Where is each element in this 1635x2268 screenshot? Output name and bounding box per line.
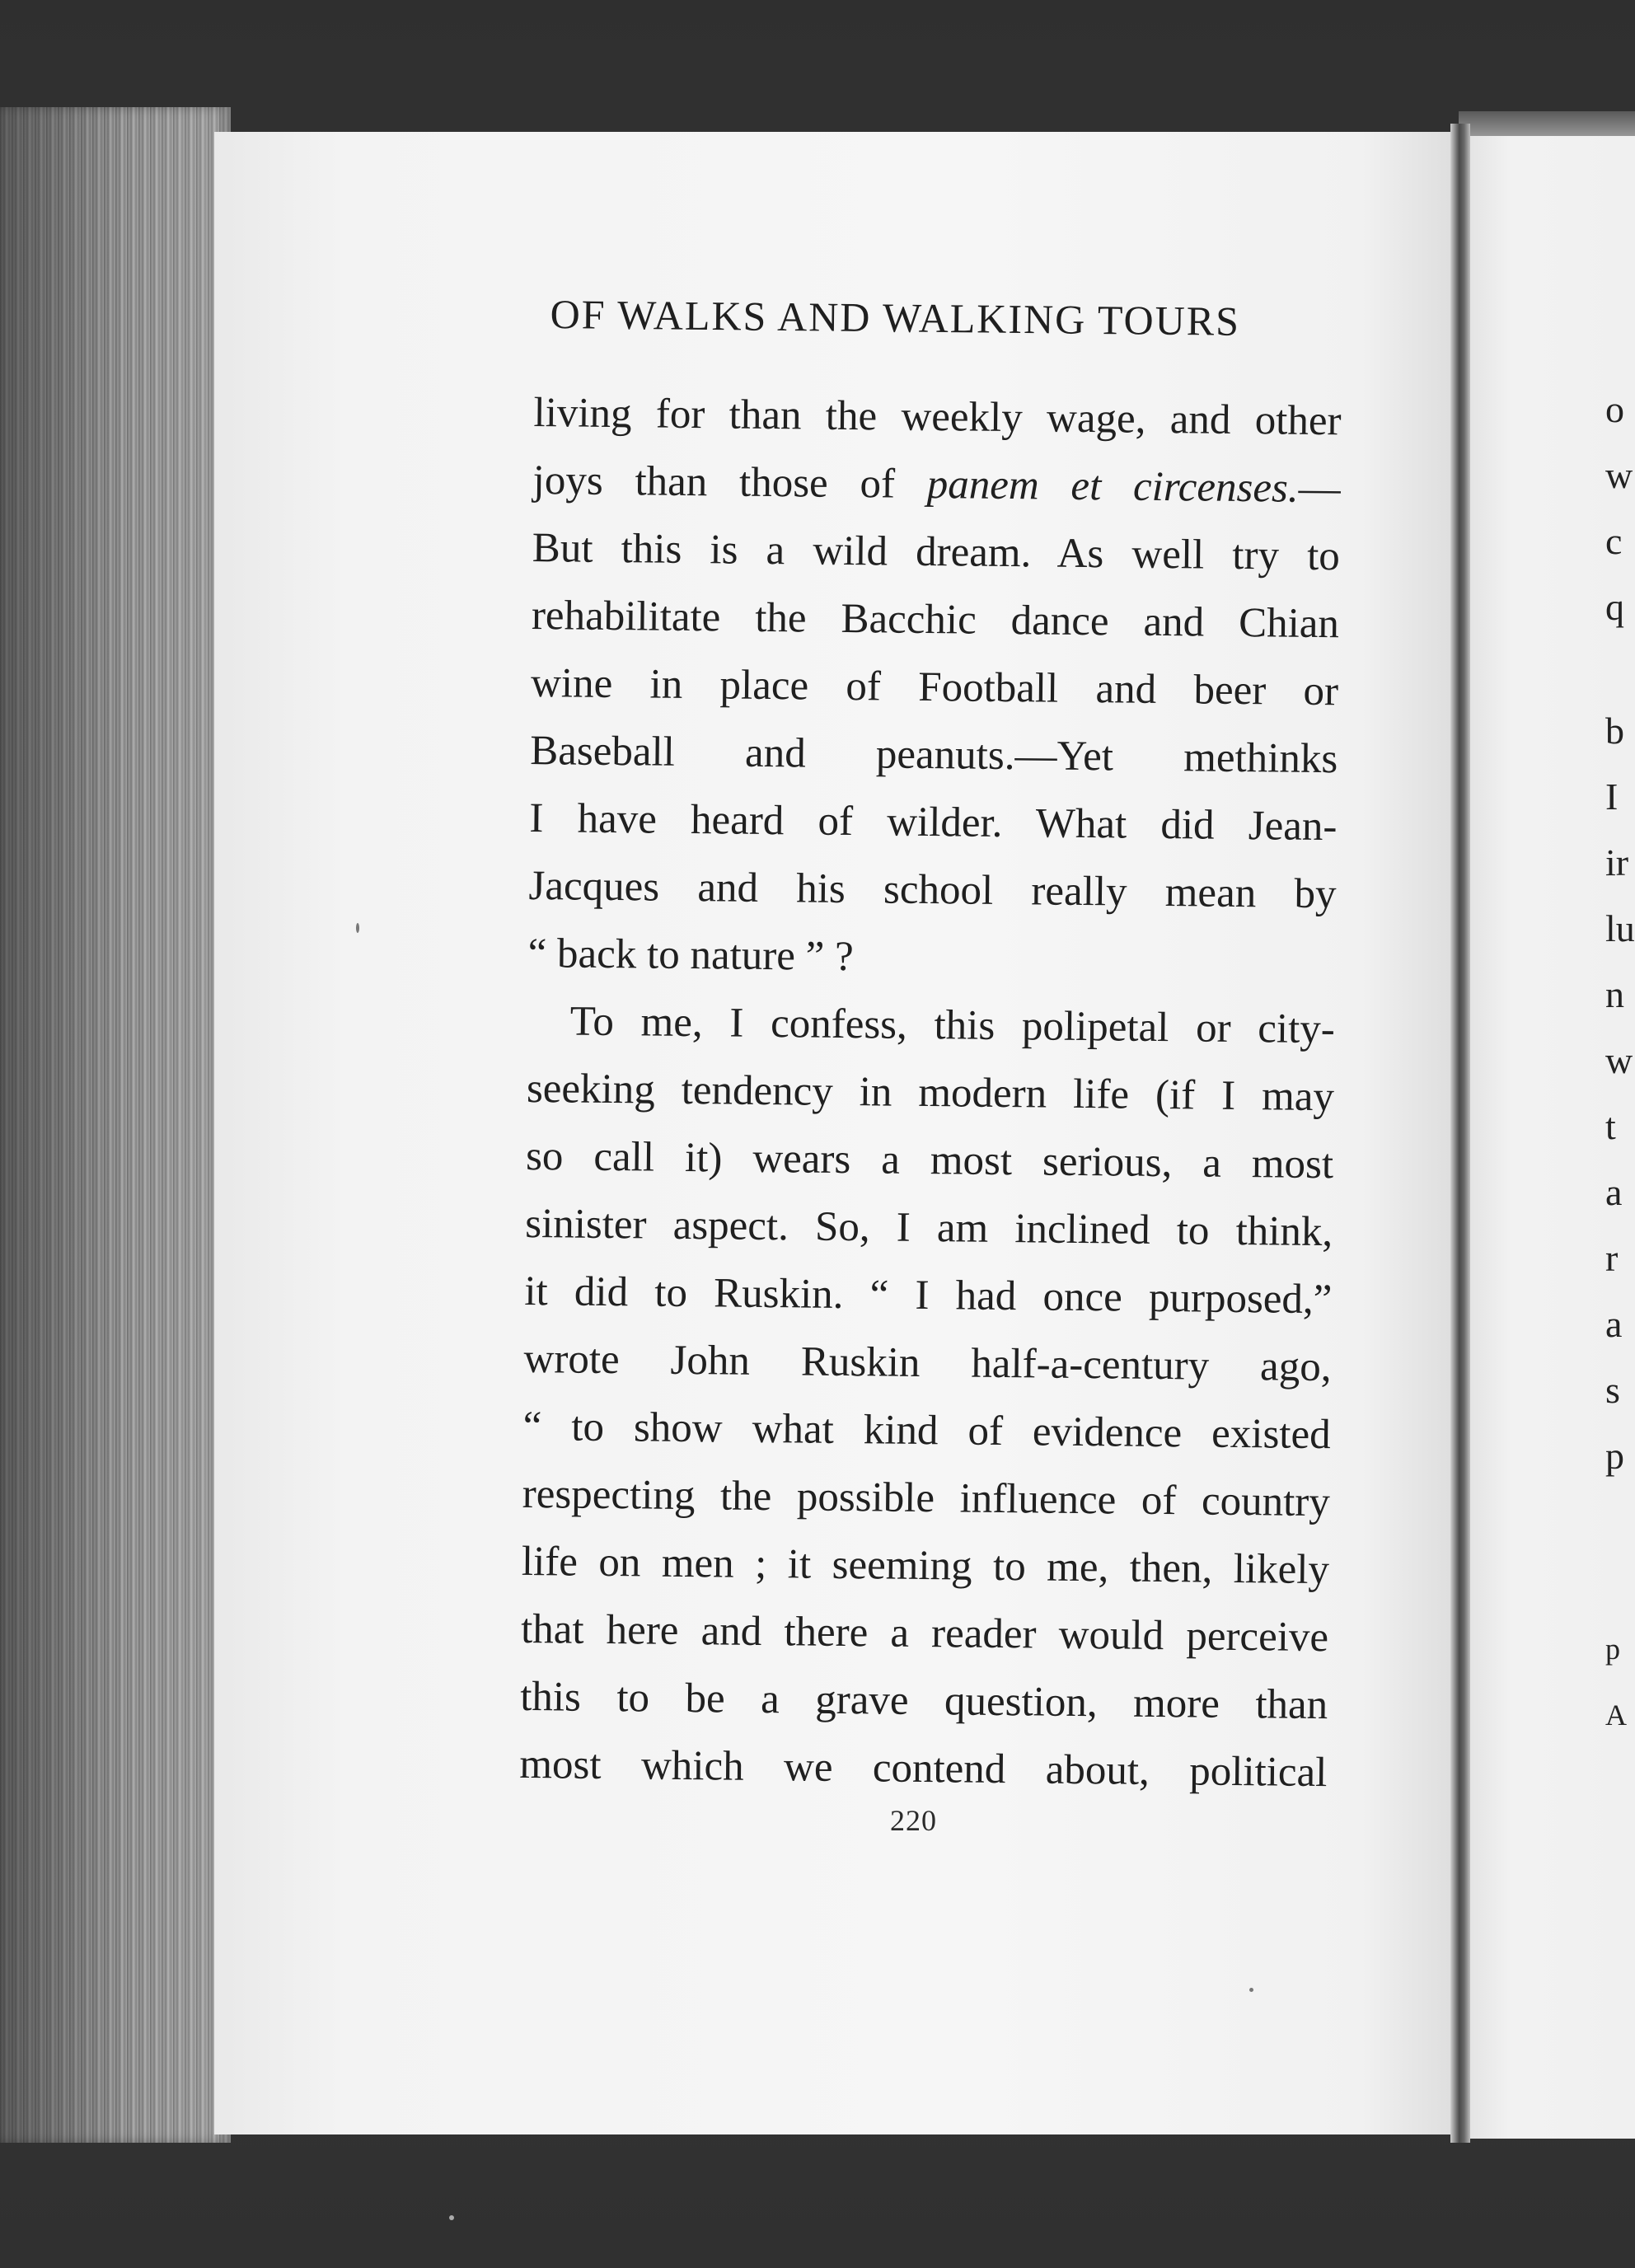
- text-line: [531, 649, 1339, 725]
- text-segment: —: [1298, 465, 1341, 513]
- facing-page-fragment: o: [1605, 388, 1624, 430]
- text-segment: “ to show what kind of evidence existed: [522, 1403, 1331, 1459]
- text-segment: “ back to nature ” ?: [527, 930, 855, 981]
- text-line: [525, 1190, 1333, 1266]
- facing-page-fragment: ir: [1605, 841, 1629, 883]
- text-line: [528, 852, 1337, 928]
- text-line: [532, 514, 1340, 590]
- facing-page-fragment: a: [1605, 1303, 1623, 1345]
- facing-page-fragment: w: [1605, 1039, 1633, 1081]
- text-segment: living for than the weekly wage, and other: [533, 389, 1342, 445]
- body-text: [519, 379, 1342, 1806]
- text-line: [519, 1731, 1328, 1806]
- text-line: [522, 1528, 1330, 1604]
- facing-page-fragment: r: [1605, 1237, 1619, 1279]
- text-segment: life on men ; it seeming to me, then, likely: [521, 1538, 1330, 1594]
- facing-page-fragment: q: [1605, 586, 1624, 628]
- text-line: [533, 379, 1342, 455]
- facing-page-fragment: a: [1605, 1171, 1623, 1213]
- text-line: [529, 785, 1338, 860]
- text-segment: sinister aspect. So, I am inclined to think,: [524, 1200, 1333, 1256]
- facing-page-fragment: lu: [1605, 907, 1635, 949]
- text-line: [527, 1055, 1335, 1131]
- text-line: [532, 582, 1340, 658]
- text-line: [522, 1393, 1331, 1469]
- text-line: [522, 1460, 1330, 1536]
- text-segment: that here and there a reader would perceive: [520, 1605, 1329, 1661]
- dust-speck: [356, 923, 359, 933]
- text-segment: But this is a wild dream. As well try to: [532, 524, 1341, 580]
- text-line: [524, 1258, 1333, 1333]
- text-line: [530, 717, 1338, 793]
- facing-page-fragment: p: [1605, 1633, 1620, 1666]
- running-head: OF WALKS AND WALKING TOURS: [550, 290, 1241, 344]
- text-segment: this to be a grave question, more than: [519, 1673, 1328, 1729]
- dust-speck: [1249, 1988, 1253, 1992]
- text-line: [520, 1663, 1328, 1739]
- facing-page-fragment: A: [1605, 1699, 1627, 1731]
- facing-page-fragment: t: [1605, 1105, 1616, 1147]
- text-segment: wine in place of Football and beer or: [530, 659, 1339, 715]
- text-line: [526, 1122, 1334, 1198]
- text-segment: respecting the possible influence of country: [522, 1470, 1331, 1526]
- book-gutter: [1450, 124, 1470, 2143]
- text-segment: To me, I confess, this polipetal or city-: [569, 998, 1336, 1053]
- text-segment: it did to Ruskin. “ I had once purposed,”: [524, 1268, 1333, 1324]
- facing-page-fragment: s: [1605, 1369, 1620, 1411]
- facing-page-fragment: b: [1605, 710, 1624, 752]
- page-number: 220: [890, 1804, 937, 1837]
- text-line: [527, 920, 1336, 996]
- italic-phrase: panem et circenses.: [926, 462, 1299, 512]
- text-line: [532, 447, 1341, 522]
- text-segment: seeking tendency in modern life (if I may: [526, 1065, 1335, 1121]
- text-segment: Jacques and his school really mean by: [528, 862, 1337, 918]
- text-segment: wrote John Ruskin half-a-century ago,: [523, 1335, 1332, 1391]
- facing-page-fragment: I: [1605, 776, 1619, 818]
- facing-page-text-fragments: [1605, 387, 1635, 1755]
- facing-page-fragment: w: [1605, 454, 1633, 496]
- dust-speck: [449, 2215, 454, 2220]
- text-line: [521, 1596, 1329, 1671]
- text-segment: Baseball and peanuts.—Yet methinks: [529, 727, 1338, 783]
- facing-page-fragment: n: [1605, 973, 1624, 1015]
- text-line: [523, 1325, 1332, 1401]
- text-segment: most which we contend about, political: [519, 1741, 1328, 1797]
- text-segment: I have heard of wilder. What did Jean-: [529, 794, 1338, 850]
- facing-page-fragment: c: [1605, 520, 1623, 562]
- text-segment: so call it) wears a most serious, a most: [525, 1132, 1334, 1188]
- text-segment: rehabilitate the Bacchic dance and Chian: [531, 592, 1340, 648]
- right-page-top-edge: [1459, 111, 1635, 138]
- page-edges-shadow: [0, 107, 231, 2143]
- facing-page-fragment: p: [1605, 1435, 1624, 1477]
- text-line: [527, 987, 1335, 1063]
- text-segment: joys than those of: [532, 457, 928, 508]
